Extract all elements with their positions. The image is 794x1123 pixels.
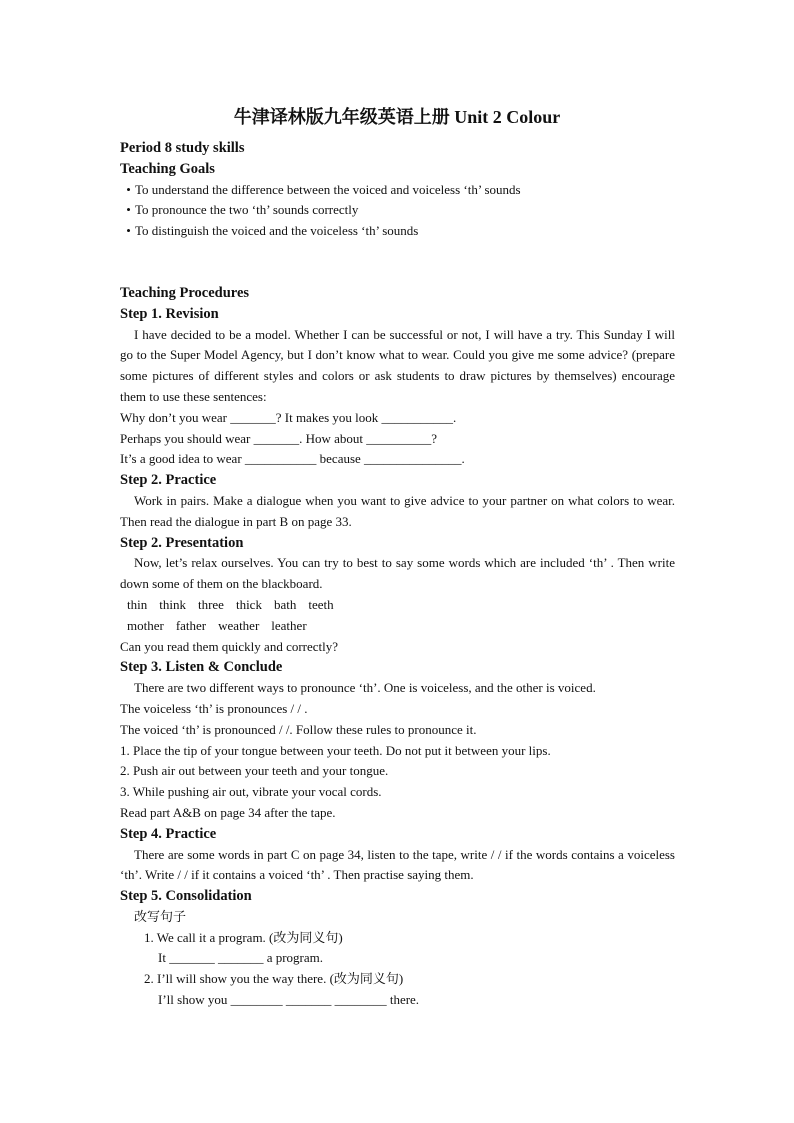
step-heading: Step 4. Practice xyxy=(120,825,217,842)
goal-text: To understand the difference between the voiced and voiceless ‘th’ sounds xyxy=(135,181,521,197)
goal-item xyxy=(120,200,675,221)
question-text: Can you read them quickly and correctly? xyxy=(120,638,339,654)
word: think xyxy=(159,596,186,612)
bullet-icon: • xyxy=(126,181,131,197)
exercise-item: 1. We call it a program. (改为同义句) xyxy=(144,929,343,945)
word: weather xyxy=(218,617,260,633)
rule-line: The voiceless ‘th’ is pronounces / / . xyxy=(120,700,308,716)
step-paragraph: I have decided to be a model. Whether I can be successful or not, I will have a try. This Sunday I will go to the Super Model Agency, but I don’t know what to wear. Could you give me some advice? (prepare some pictures of different styles and colors or ask students to draw pictures by themselves) encourage them to use these sentences: xyxy=(120,326,675,404)
rule-line: 1. Place the tip of your tongue between your teeth. Do not put it between your lips. xyxy=(120,742,551,758)
sentence-pattern: It’s a good idea to wear ___________ because _______________. xyxy=(120,451,465,467)
period-heading: Period 8 study skills xyxy=(120,140,245,156)
step-paragraph: There are some words in part C on page 34, listen to the tape, write / / if the words contains a voiceless ‘th’. Write / / if it contains a voiced ‘th’ . Then practise saying them. xyxy=(120,846,675,883)
word: father xyxy=(175,617,207,633)
goal-item xyxy=(120,180,675,201)
rule-line: 2. Push air out between your teeth and your tongue. xyxy=(120,763,389,779)
goals-heading: Teaching Goals xyxy=(120,160,215,177)
word: thin xyxy=(127,596,148,612)
step-heading: Step 2. Presentation xyxy=(120,534,244,551)
word: thick xyxy=(235,596,262,612)
step-heading: Step 2. Practice xyxy=(120,472,217,489)
word-list xyxy=(120,616,675,637)
bullet-icon: • xyxy=(126,223,131,239)
word: leather xyxy=(271,617,307,633)
word: teeth xyxy=(308,596,334,612)
sentence-pattern: Perhaps you should wear _______. How about __________? xyxy=(120,430,438,446)
procedures-heading: Teaching Procedures xyxy=(120,284,250,301)
word: three xyxy=(197,596,224,612)
exercise-item: 2. I’ll will show you the way there. (改为同义句) xyxy=(144,971,404,987)
exercise-answer-line: It _______ _______ a program. xyxy=(158,950,324,966)
rule-line: 3. While pushing air out, vibrate your vocal cords. xyxy=(120,784,382,800)
step-paragraph: Work in pairs. Make a dialogue when you want to give advice to your partner on what colors to wear. Then read the dialogue in part B on page 33. xyxy=(120,492,675,529)
rule-line: Read part A&B on page 34 after the tape. xyxy=(120,804,336,820)
step-heading: Step 1. Revision xyxy=(120,305,219,322)
document-body xyxy=(120,138,675,1011)
word: mother xyxy=(127,617,164,633)
goal-text: To pronounce the two ‘th’ sounds correctly xyxy=(135,202,359,218)
goal-item xyxy=(120,221,675,242)
goal-text: To distinguish the voiced and the voiceless ‘th’ sounds xyxy=(135,223,419,239)
step-intro: There are two different ways to pronounce ‘th’. One is voiceless, and the other is voiced. xyxy=(134,680,596,696)
bullet-icon: • xyxy=(126,202,131,218)
exercise-answer-line: I’ll show you ________ _______ ________ there. xyxy=(158,992,420,1008)
spacer xyxy=(120,242,675,283)
exercise-subheading: 改写句子 xyxy=(134,908,187,924)
word: bath xyxy=(273,596,297,612)
rule-line: The voiced ‘th’ is pronounced / /. Follow these rules to pronounce it. xyxy=(120,721,477,737)
step-paragraph: Now, let’s relax ourselves. You can try to best to say some words which are included ‘th’ . Then write down some of them on the blackboard. xyxy=(120,555,675,592)
document-title: 牛津译林版九年级英语上册 Unit 2 Colour xyxy=(233,107,561,127)
word-list xyxy=(120,595,675,616)
sentence-pattern: Why don’t you wear _______? It makes you look ___________. xyxy=(120,409,457,425)
step-heading: Step 3. Listen & Conclude xyxy=(120,659,283,676)
step-heading: Step 5. Consolidation xyxy=(120,888,252,905)
